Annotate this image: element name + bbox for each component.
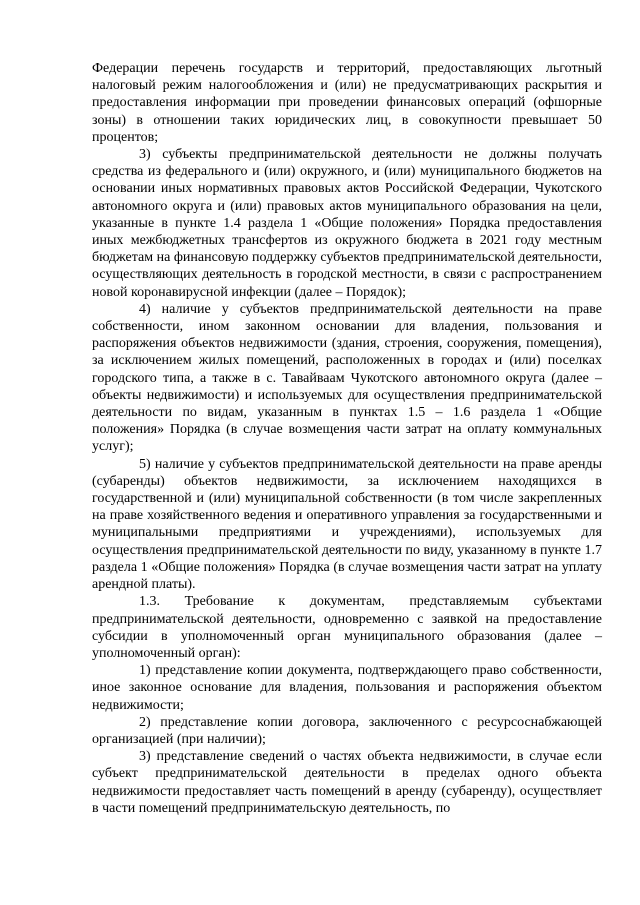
document-page [92, 60, 602, 817]
paragraph-item-5: 5) наличие у субъектов предпринимательской деятельности на праве аренды (субаренды) объектов недвижимости, за исключением находящихся в государственной и (или) муниципальной собственности (в том числе закрепленных на праве хозяйственного ведения и оперативного управления за государственными и муниципальными предприятиями и учреждениями), используемых для осуществления предпринимательской деятельности по виду, указанному в пункте 1.7 раздела 1 «Общие положения» Порядка (в случае возмещения части затрат на уплату арендной платы). [92, 456, 602, 593]
paragraph-item-4: 4) наличие у субъектов предпринимательской деятельности на праве собственности, ином законном основании для владения, пользования и распоряжения объектов недвижимости (здания, строения, сооружения, помещения), за исключением жилых помещений, расположенных в городах и (или) поселках городского типа, а также в с. Тавайваам Чукотского автономного округа (далее – объекты недвижимости) и используемых для осуществления предпринимательской деятельности по видам, указанным в пунктах 1.5 – 1.6 раздела 1 «Общие положения» Порядка (в случае возмещения части затрат на оплату коммунальных услуг); [92, 301, 602, 455]
paragraph-item-3: 3) субъекты предпринимательской деятельности не должны получать средства из федерального и (или) окружного, и (или) муниципального бюджетов на основании иных нормативных правовых актов Российской Федерации, Чукотского автономного округа и (или) правовых актов муниципального образования на цели, указанные в пункте 1.4 раздела 1 «Общие положения» Порядка предоставления иных межбюджетных трансфертов из окружного бюджета в 2021 году местным бюджетам на финансовую поддержку субъектов предпринимательской деятельности, осуществляющих деятельность в городской местности, в связи с распространением новой коронавирусной инфекции (далее – Порядок); [92, 147, 602, 300]
paragraph-requirement-1: 1) представление копии документа, подтверждающего право собственности, иное законное основание для владения, пользования и распоряжения объектом недвижимости; [92, 663, 602, 713]
paragraph-requirement-3: 3) представление сведений о частях объекта недвижимости, в случае если субъект предпринимательской деятельности в пределах одного объекта недвижимости предоставляет часть помещений в аренду (субаренду), осуществляет в части помещений предпринимательскую деятельность, по [92, 749, 602, 816]
paragraph-offshore-continuation: Федерации перечень государств и территорий, предоставляющих льготный налоговый режим налогообложения и (или) не предусматривающих раскрытия и предоставления информации при проведении финансовых операций (офшорные зоны) в отношении таких юридических лиц, в совокупности превышает 50 процентов; [92, 61, 602, 145]
paragraph-requirement-2: 2) представление копии договора, заключенного с ресурсоснабжающей организацией (при наличии); [92, 714, 602, 747]
paragraph-section-1-3: 1.3. Требование к документам, представляемым субъектами предпринимательской деятельности, одновременно с заявкой на предоставление субсидии в уполномоченный орган муниципального образования (далее – уполномоченный орган): [92, 594, 602, 661]
